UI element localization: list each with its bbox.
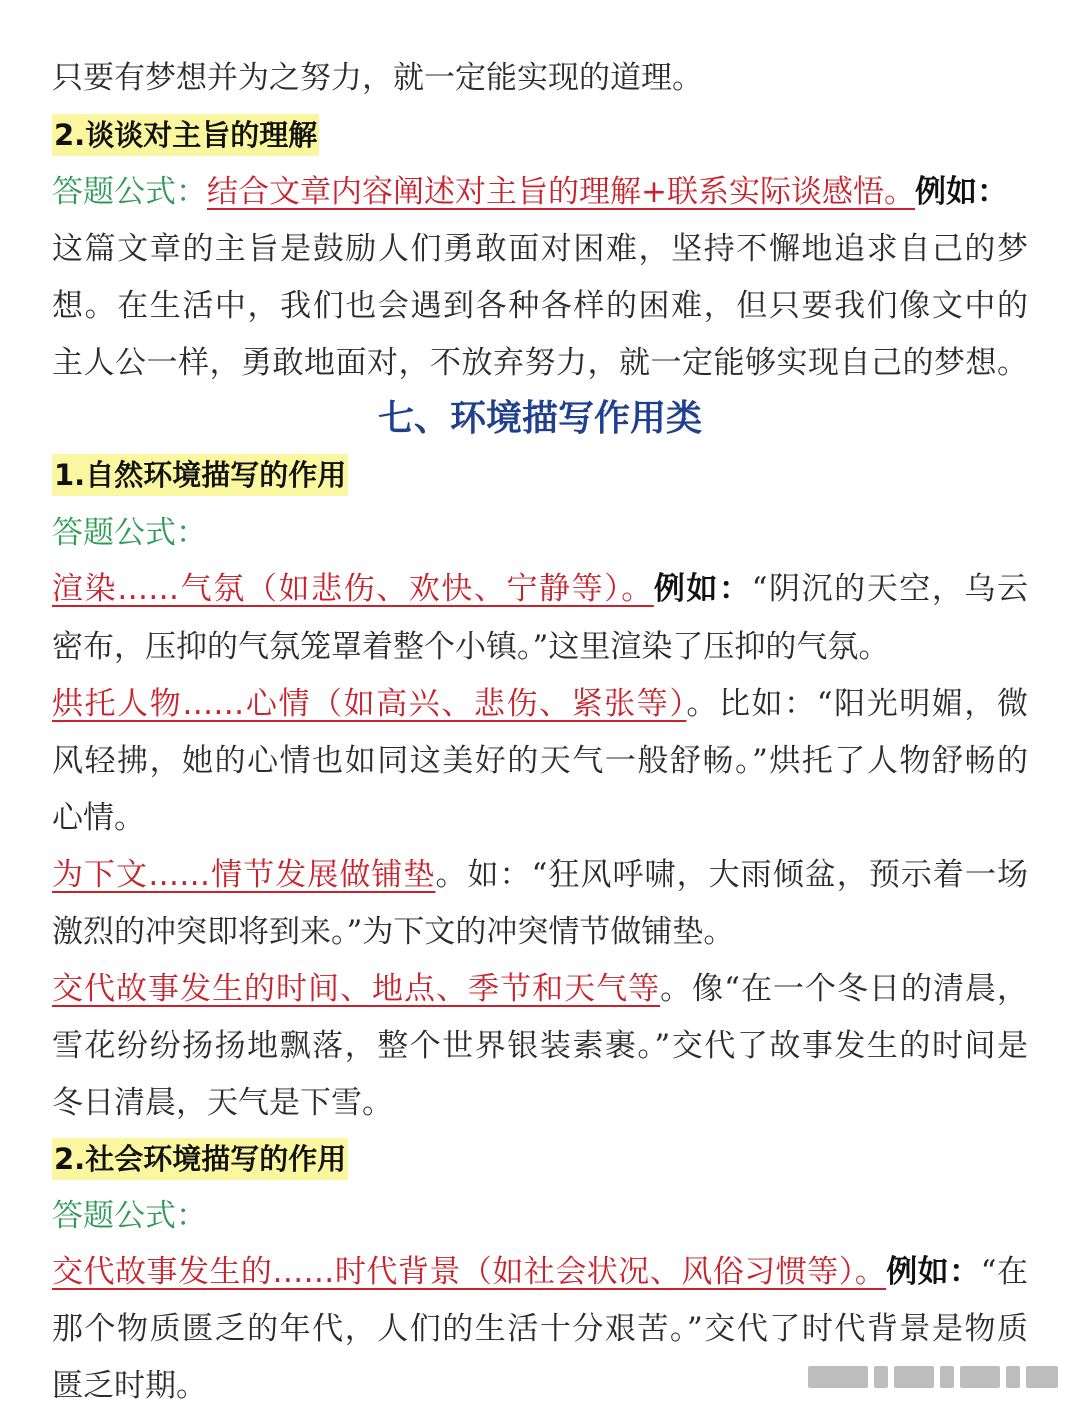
paragraph-line: 主人公一样，勇敢地面对，不放弃努力，就一定能够实现自己的梦想。 bbox=[52, 345, 1028, 381]
section-title: 七、环境描写作用类 bbox=[377, 398, 702, 439]
formula-line bbox=[52, 513, 1028, 553]
social-item-1 bbox=[52, 1252, 1028, 1292]
subheading-text: 2.谈谈对主旨的理解 bbox=[52, 114, 319, 156]
example-text: 。比如：“阳光明媚，微 bbox=[686, 686, 1028, 722]
natural-item-4 bbox=[52, 969, 1028, 1009]
formula-emphasis: 交代故事发生的……时代背景（如社会状况、风俗习惯等）。 bbox=[52, 1254, 887, 1290]
subheading-natural bbox=[52, 454, 1028, 498]
natural-item-1 bbox=[52, 569, 1028, 609]
paragraph-line: 这篇文章的主旨是鼓励人们勇敢面对困难，坚持不懈地追求自己的梦 bbox=[52, 231, 1028, 267]
paragraph-line: 密布，压抑的气氛笼罩着整个小镇。”这里渲染了压抑的气氛。 bbox=[52, 629, 890, 665]
paragraph-line: 激烈的冲突即将到来。”为下文的冲突情节做铺垫。 bbox=[52, 914, 735, 950]
natural-item-3 bbox=[52, 855, 1028, 895]
formula-label: 答题公式： bbox=[52, 515, 207, 551]
example-text: “在 bbox=[980, 1254, 1028, 1290]
formula-emphasis: 为下文……情节发展做铺垫 bbox=[52, 857, 436, 893]
paragraph-line: 冬日清晨，天气是下雪。 bbox=[52, 1085, 393, 1121]
formula-emphasis: 结合文章内容阐述对主旨的理解+联系实际谈感悟。 bbox=[207, 174, 915, 210]
paragraph-line: 只要有梦想并为之努力，就一定能实现的道理。 bbox=[52, 60, 703, 96]
formula-emphasis: 交代故事发生的时间、地点、季节和天气等 bbox=[52, 971, 661, 1007]
formula-emphasis: 渲染……气氛（如悲伤、欢快、宁静等）。 bbox=[52, 571, 654, 607]
paragraph-line: 风轻拂，她的心情也如同这美好的天气一般舒畅。”烘托了人物舒畅的 bbox=[52, 743, 1028, 779]
example-label: 例如： bbox=[886, 1254, 981, 1290]
subheading-text: 1.自然环境描写的作用 bbox=[52, 454, 348, 496]
formula-line bbox=[52, 1196, 1028, 1236]
formula-emphasis: 烘托人物……心情（如高兴、悲伤、紧张等） bbox=[52, 686, 687, 722]
watermark-logo bbox=[808, 1366, 1058, 1388]
subheading-social bbox=[52, 1138, 1028, 1182]
paragraph-line: 那个物质匮乏的年代，人们的生活十分艰苦。”交代了时代背景是物质 bbox=[52, 1311, 1028, 1347]
example-text: 。如：“狂风呼啸，大雨倾盆，预示着一场 bbox=[435, 857, 1028, 893]
example-text: “阴沉的天空，乌云 bbox=[751, 571, 1028, 607]
subheading-theme bbox=[52, 114, 1028, 158]
natural-item-2 bbox=[52, 684, 1028, 724]
formula-label: 答题公式： bbox=[52, 174, 207, 210]
paragraph-line: 想。在生活中，我们也会遇到各种各样的困难，但只要我们像文中的 bbox=[52, 288, 1028, 324]
example-text: 。像“在一个冬日的清晨， bbox=[660, 971, 1028, 1007]
paragraph-line: 心情。 bbox=[52, 800, 145, 836]
example-label: 例如： bbox=[653, 571, 752, 607]
paragraph-line: 雪花纷纷扬扬地飘落，整个世界银装素裹。”交代了故事发生的时间是 bbox=[52, 1028, 1028, 1064]
formula-line bbox=[52, 172, 1028, 212]
example-label: 例如： bbox=[914, 174, 1008, 210]
subheading-text: 2.社会环境描写的作用 bbox=[52, 1138, 348, 1180]
paragraph-line: 匮乏时期。 bbox=[52, 1368, 207, 1404]
formula-label: 答题公式： bbox=[52, 1198, 207, 1234]
